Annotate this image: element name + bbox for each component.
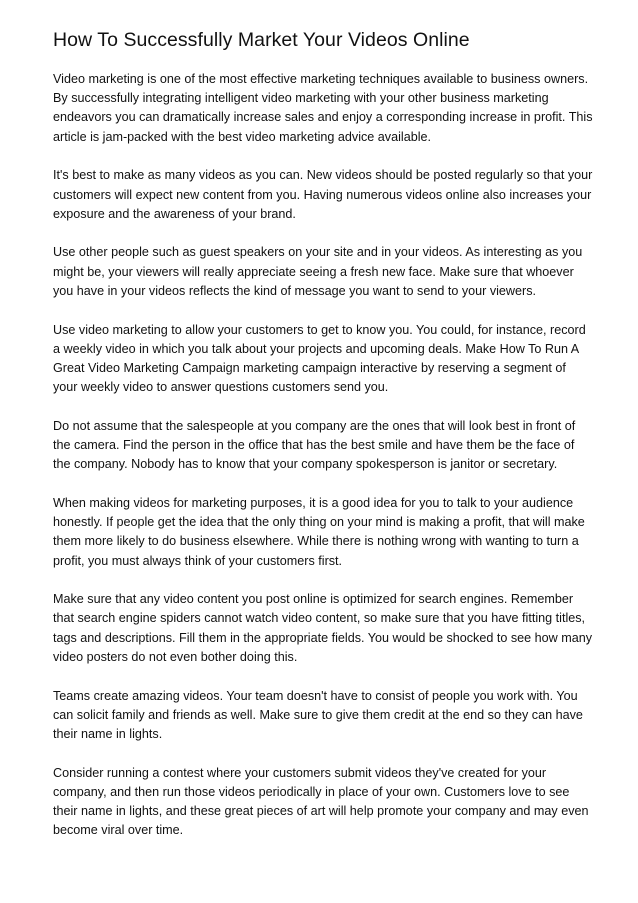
paragraph: When making videos for marketing purposes, it is a good idea for you to talk to your audience honestly. If people get the idea that the only thing on your mind is making a profit, that will make them more likely to do business elsewhere. While there is nothing wrong with wanting to turn a profit, you must always think of your customers first. bbox=[53, 495, 585, 568]
page-title: How To Successfully Market Your Videos Online bbox=[53, 29, 470, 51]
paragraph: Make sure that any video content you post online is optimized for search engines. Remember that search engine spiders cannot watch video content, so make sure that you have fitting titles, tags and descriptions. Fill them in the appropriate fields. You would be shocked to see how many video posters do not even bother doing this. bbox=[53, 592, 593, 664]
article-body bbox=[53, 70, 593, 841]
paragraph: It's best to make as many videos as you can. New videos should be posted regularly so that your customers will expect new content from you. Having numerous videos online also increases your exposure and the awareness of your brand. bbox=[53, 168, 593, 221]
paragraph: Use video marketing to allow your customers to get to know you. You could, for instance, record a weekly video in which you talk about your projects and upcoming deals. Make How To Run A Great Video Marketing Campaign marketing campaign interactive by reserving a segment of your weekly video to answer questions customers send you. bbox=[53, 322, 586, 395]
paragraph: Do not assume that the salespeople at you company are the ones that will look best in front of the camera. Find the person in the office that has the best smile and have them be the face of the company. Nobody has to know that your company spokesperson is janitor or secretary. bbox=[53, 418, 576, 472]
document-page bbox=[53, 28, 593, 841]
paragraph: Use other people such as guest speakers on your site and in your videos. As interesting as you might be, your viewers will really appreciate seeing a fresh new face. Make sure that whoever you have in your videos reflects the kind of message you want to send to your viewers. bbox=[53, 245, 583, 298]
paragraph: Consider running a contest where your customers submit videos they've created for your company, and then run those videos periodically in place of your own. Customers love to see their name in lights, and these great pieces of art will help promote your company and may even become viral over time. bbox=[53, 765, 589, 838]
paragraph: Video marketing is one of the most effective marketing techniques available to business owners. By successfully integrating intelligent video marketing with your other business marketing endeavors you can dramatically increase sales and enjoy a corresponding increase in profit. This article is jam-packed with the best video marketing advice available. bbox=[53, 72, 593, 144]
paragraph: Teams create amazing videos. Your team doesn't have to consist of people you work with. You can solicit family and friends as well. Make sure to give them credit at the end so they can have their name in lights. bbox=[53, 688, 583, 741]
